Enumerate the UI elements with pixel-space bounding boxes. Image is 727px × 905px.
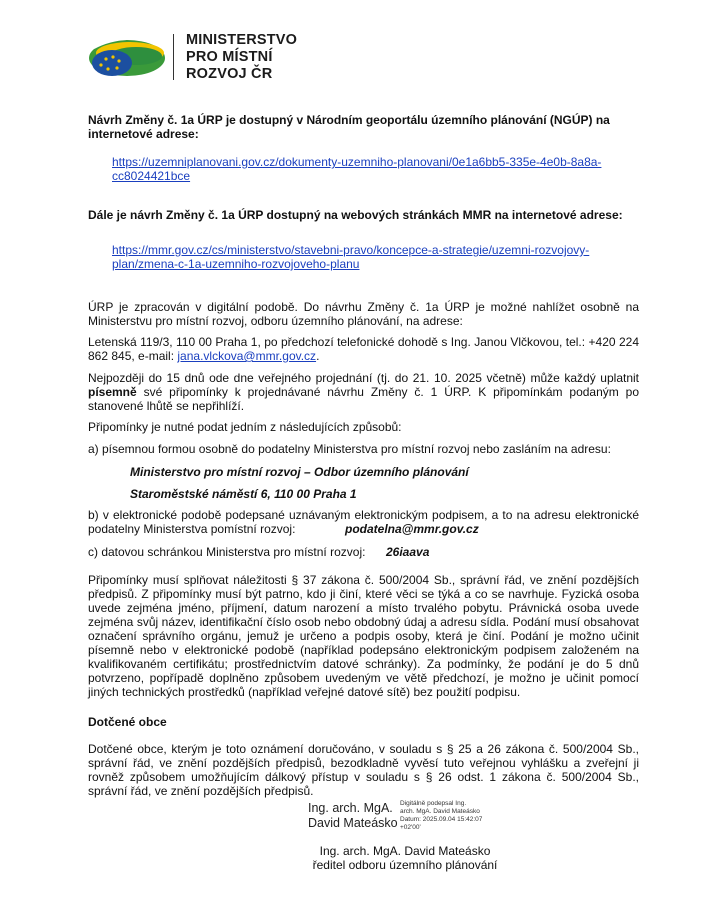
contact-email-link[interactable]: jana.vlckova@mmr.gov.cz — [177, 349, 317, 363]
address-line-1: Ministerstvo pro místní rozvoj – Odbor územního plánování — [130, 465, 469, 479]
deadline-bold: písemně — [88, 385, 137, 399]
address-end: . — [316, 349, 320, 363]
digital-signature-line-2: arch. MgA. David Mateásko — [400, 808, 480, 815]
digital-signature-info — [400, 800, 482, 832]
signer-block — [305, 844, 505, 872]
option-b-text: b) v elektronické podobě podepsané uznávaným elektronickým podpisem, a to na adresu elektronické podatelny Ministerstva pomístní rozvoj: — [88, 508, 639, 536]
option-b-email: podatelna@mmr.gov.cz — [345, 522, 479, 536]
ways-intro: Připomínky je nutné podat jedním z následujících způsobů: — [88, 420, 402, 434]
deadline-paragraph — [88, 371, 639, 413]
signer-name: Ing. arch. MgA. David Mateásko — [319, 844, 491, 858]
logo-line-2: PRO MÍSTNÍ — [186, 49, 273, 65]
address-line-2: Staroměstské náměstí 6, 110 00 Praha 1 — [130, 487, 357, 501]
requirements-paragraph: Připomínky musí splňovat náležitosti § 37 zákona č. 500/2004 Sb., správní řád, ve znění pozdějších předpisů. Z připomínky musí být patrno, kdo ji činí, které věci se týká a co se navrhuje. Fyzická osoba uvede zejména jméno, příjmení, datum narození a místo trvalého pobytu. Právnická osoba uvede zejména svůj název, identifikační číslo osob nebo obdobný údaj a adresu sídla. Podání musí obsahovat označení správního orgánu, jemuž je určeno a podpis osoby, která je činí. Podání je možno učinit písemně nebo v elektronické podobě (například podepsáno elektronickým podpisem založeném na kvalifikovaném certifikátu; prostřednictvím datové schránky). Za podmínky, že podání je do 5 dnů potvrzeno, popřípadě doplněno způsobem uvedeným ve větě předchozí, je možno je učinit pomocí jiných technických prostředků (například veřejné datové sítě) bez použití podpisu. — [88, 573, 639, 699]
deadline-text-1: Nejpozději do 15 dnů ode dne veřejného projednání (tj. do 21. 10. 2025 včetně) může každý uplatnit — [88, 371, 639, 385]
signer-role: ředitel odboru územního plánování — [312, 858, 498, 872]
digital-signature-line-4: +02'00' — [400, 824, 421, 831]
address-text: Letenská 119/3, 110 00 Praha 1, po předchozí telefonické dohodě s Ing. Janou Vlčkovou, tel.: +420 224 862 845, e-mail: — [88, 335, 639, 363]
affected-paragraph: Dotčené obce, kterým je toto oznámení doručováno, v souladu s § 25 a 26 zákona č. 500/2004 Sb., správní řád, ve znění pozdějších předpisů, bezodkladně vyvěsí tuto veřejnou vyhlášku a zveřejní ji rovněž způsobem umožňujícím dálkový přístup v souladu s § 26 odst. 1 zákona č. 500/2004 Sb., správní řád, ve znění pozdějších předpisů. — [88, 742, 639, 798]
mmr-web-link[interactable] — [112, 243, 632, 271]
digital-signature-line-3: Datum: 2025.09.04 15:42:07 — [400, 816, 483, 823]
mmr-web-link-line-2[interactable]: plan/zmena-c-1a-uzemniho-rozvojoveho-planu — [112, 257, 360, 271]
option-c-databox-id: 26iaava — [386, 545, 430, 559]
signature-name-line-1: Ing. arch. MgA. — [308, 801, 393, 815]
section-heading-affected: Dotčené obce — [88, 715, 167, 729]
digital-paragraph: ÚRP je zpracován v digitální podobě. Do návrhu Změny č. 1a ÚRP je možné nahlížet osobně na Ministerstvu pro místní rozvoj, odboru územního plánování, na adrese: — [88, 300, 639, 328]
option-c: c) datovou schránkou Ministerstva pro místní rozvoj: — [88, 545, 366, 559]
logo-line-3: ROZVOJ ČR — [186, 66, 273, 82]
signature-name — [308, 801, 398, 831]
ministry-logo — [86, 30, 168, 82]
mmr-web-link-line-1[interactable]: https://mmr.gov.cz/cs/ministerstvo/stavebni-pravo/koncepce-a-strategie/uzemni-rozvojovy- — [112, 243, 590, 257]
ngup-link-line-1[interactable]: https://uzemniplanovani.gov.cz/dokumenty-uzemniho-planovani/0e1a6bb5-335e-4e0b-8a8a- — [112, 155, 602, 169]
deadline-text-2: své připomínky k projednávané návrhu Změny č. 1 ÚRP. K připomínkám podaným po stanovené lhůtě se nepřihlíží. — [88, 385, 639, 413]
ngup-link[interactable] — [112, 155, 632, 183]
signature-name-line-2: David Mateásko — [308, 816, 398, 830]
logo-line-1: MINISTERSTVO — [186, 32, 298, 48]
mmr-web-intro: Dále je návrh Změny č. 1a ÚRP dostupný na webových stránkách MMR na internetové adrese: — [88, 208, 623, 222]
signature-block — [305, 800, 555, 840]
ngup-intro: Návrh Změny č. 1a ÚRP je dostupný v Národním geoportálu územního plánování (NGÚP) na internetové adrese: — [88, 113, 610, 141]
address-paragraph — [88, 335, 639, 363]
option-a: a) písemnou formou osobně do podatelny Ministerstva pro místní rozvoj nebo zasláním na adresu: — [88, 442, 611, 456]
ministry-name — [186, 32, 297, 83]
ministry-emblem-icon — [86, 30, 168, 82]
logo-divider — [173, 34, 174, 80]
ngup-link-line-2[interactable]: cc8024421bce — [112, 169, 191, 183]
digital-signature-line-1: Digitálně podepsal Ing. — [400, 800, 467, 807]
